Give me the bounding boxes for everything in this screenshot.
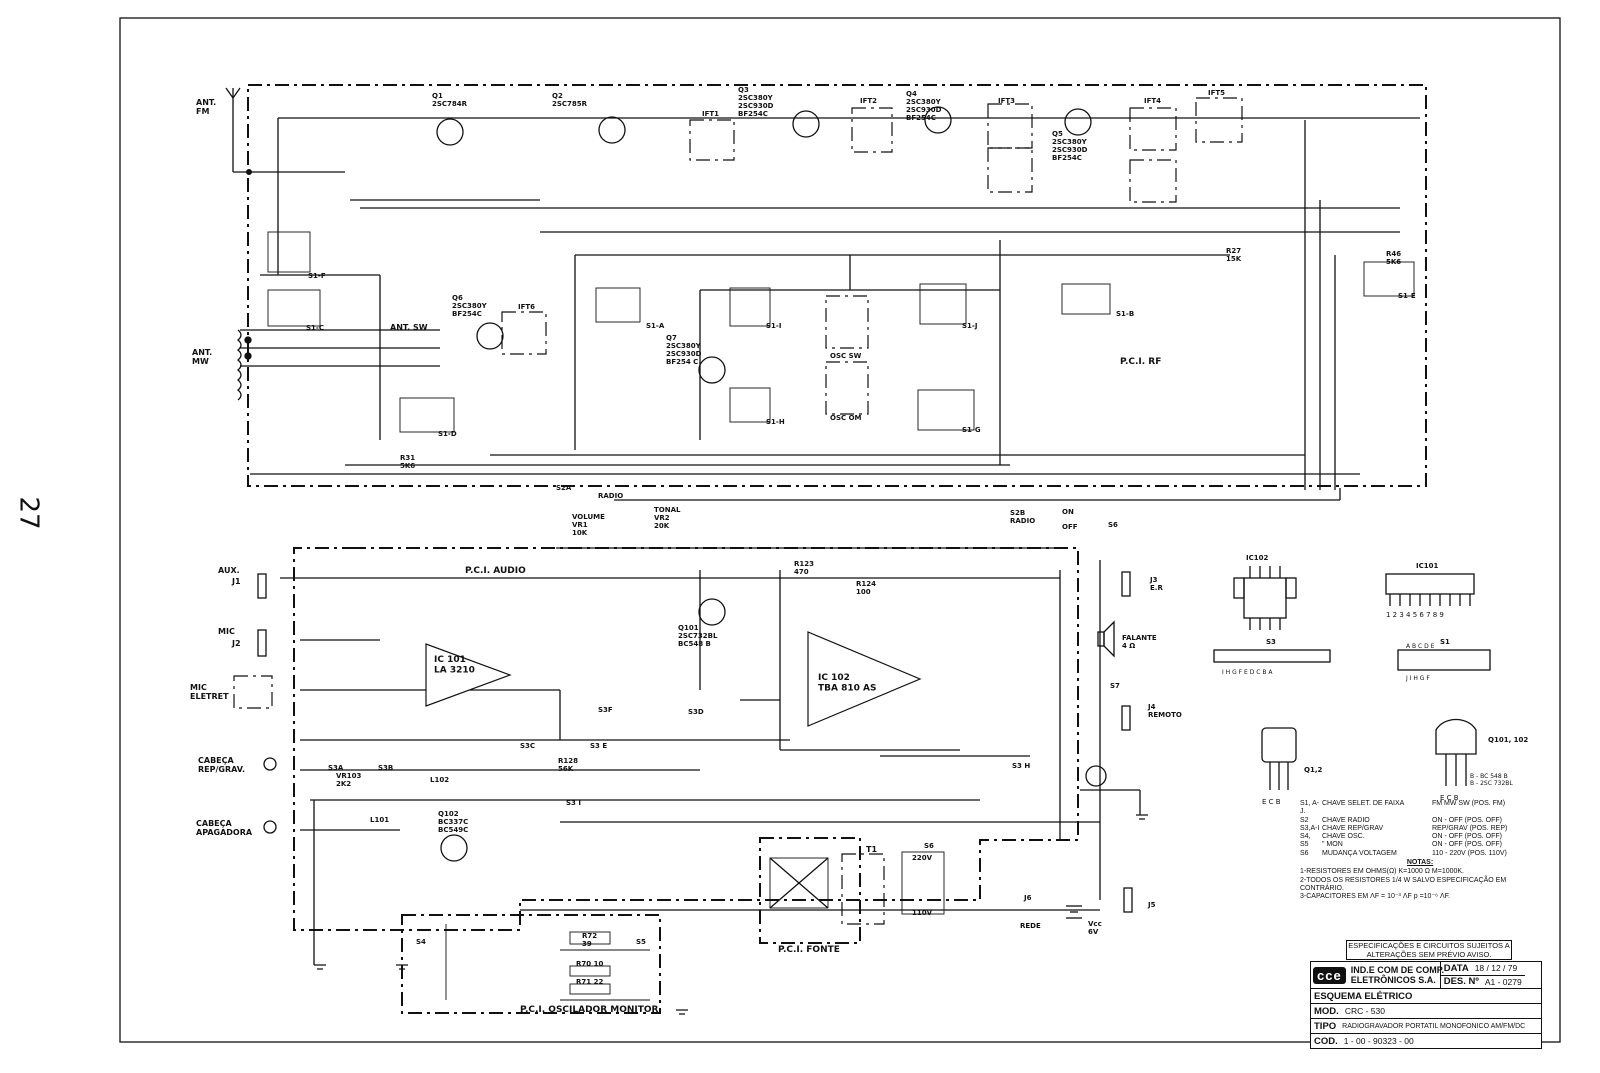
s4-label: S4 xyxy=(416,938,426,946)
ic101-label: IC 101 LA 3210 xyxy=(434,655,475,676)
cabeca-apag-label: CABEÇA APAGADORA xyxy=(196,819,253,838)
off-label: OFF xyxy=(1062,523,1078,531)
note-3: 3-CAPACITORES EM ΛF = 10⁻³ ΛF p =10⁻⁶ ΛF. xyxy=(1300,893,1451,901)
vcc-label: Vcc 6V xyxy=(1088,920,1102,937)
s1-pinout-title: S1 xyxy=(1440,638,1450,646)
q6-label: Q6 2SC380Y BF254C xyxy=(452,294,487,319)
switch-note-row xyxy=(1300,841,1540,849)
osc-monitor-parts xyxy=(446,924,650,1000)
s1g-label: S1-G xyxy=(962,426,981,434)
s1a-label: S1-A xyxy=(646,322,665,330)
pci-rf-label: P.C.I. RF xyxy=(1120,357,1162,367)
s3c-label: S3C xyxy=(520,742,536,750)
switch-note-cell: ON - OFF (POS. OFF) xyxy=(1432,833,1502,841)
pci-osc-label: P.C.I. OSCILADOR MONITOR xyxy=(520,1005,659,1015)
ift5-label: IFT5 xyxy=(1208,89,1226,97)
osc-sw-label: OSC SW xyxy=(830,352,862,360)
s1-pin-top: A B C D E xyxy=(1406,643,1435,650)
q7-label: Q7 2SC380Y 2SC930D BF254 C xyxy=(666,334,702,367)
r27-label: R27 15K xyxy=(1226,247,1242,264)
switch-note-row xyxy=(1300,800,1540,817)
notes-heading: NOTAS: xyxy=(1406,859,1434,867)
s3f-label: S3F xyxy=(598,706,613,714)
r71-label: R71 22 xyxy=(576,978,604,986)
vr103-label: VR103 2K2 xyxy=(336,772,362,789)
cabeca-rep-label: CABEÇA REP/GRAV. xyxy=(198,756,245,775)
s3b-label: S3B xyxy=(378,764,394,772)
q101-note: B - BC 548 B B - 2SC 732BL xyxy=(1470,773,1513,787)
rf-wiring xyxy=(240,118,1420,490)
j4-label: J4 REMOTO xyxy=(1148,703,1182,720)
s3-pin-letters: I H G F E D C B A xyxy=(1222,669,1273,676)
note-1: 1-RESISTORES EM OHMS(Ω) K=1000 Ω M=1000K. xyxy=(1300,868,1465,876)
radio-label: RADIO xyxy=(598,492,624,500)
osc-om-label: OSC OM xyxy=(830,414,862,422)
q101-pins: E C B xyxy=(1440,794,1459,802)
switch-note-cell: S5 xyxy=(1300,841,1309,849)
s5-label: S5 xyxy=(636,938,646,946)
switch-note-cell: FM MW SW (POS. FM) xyxy=(1432,800,1506,807)
q1-label: Q1 2SC784R xyxy=(432,92,468,109)
des-value: A1 - 0279 xyxy=(1484,976,1522,987)
title-block xyxy=(1310,961,1542,1049)
s6-label: S6 xyxy=(924,842,934,850)
s3a-label: S3A xyxy=(328,764,344,772)
l102-label: L102 xyxy=(430,776,450,784)
switch-note-row xyxy=(1300,833,1540,841)
motor-symbol xyxy=(1086,766,1106,786)
q102-label: Q102 BC337C BC549C xyxy=(438,810,469,835)
switch-note-cell: ON - OFF (POS. OFF) xyxy=(1432,816,1502,824)
switch-note-cell: MUDANÇA VOLTAGEM xyxy=(1322,849,1397,857)
q12-pins: E C B xyxy=(1262,798,1281,806)
s3h-label: S3 H xyxy=(1012,762,1031,770)
pci-audio-boundary xyxy=(294,548,1078,930)
page-number: 27 xyxy=(13,496,44,530)
note-2: 2-TODOS OS RESISTORES 1/4 W SALVO ESPECIFICAÇÃO EM CONTRÁRIO. xyxy=(1300,876,1507,892)
s1j-label: S1-J xyxy=(962,322,978,330)
s1b-label: S1-B xyxy=(1116,310,1135,318)
s1-pin-bottom: J I H G F xyxy=(1406,675,1430,682)
switch-note-cell: CHAVE REP/GRAV xyxy=(1322,824,1384,832)
rf-transistors xyxy=(437,107,1091,861)
mod-label: MOD. xyxy=(1314,1005,1339,1017)
v220-label: 220V xyxy=(912,854,933,862)
data-value: 18 / 12 / 79 xyxy=(1474,963,1518,974)
s6-top-label: S6 xyxy=(1108,521,1118,529)
switch-note-row xyxy=(1300,817,1540,825)
ic101-pinout xyxy=(1386,574,1474,606)
mic-label: MIC xyxy=(218,627,235,636)
notice-box: ESPECIFICAÇÕES E CIRCUITOS SUJEITOS A ALTERAÇÕES SEM PRÉVIO AVISO. xyxy=(1346,940,1512,960)
ant-sw-label: ANT. SW xyxy=(390,323,428,332)
tipo-value: RADIOGRAVADOR PORTATIL MONOFONICO AM/FM/DC xyxy=(1342,1022,1526,1030)
tipo-label: TIPO xyxy=(1314,1020,1337,1032)
r70-label: R70 10 xyxy=(576,960,604,968)
r128-label: R128 56K xyxy=(558,757,579,774)
s3d-label: S3D xyxy=(688,708,704,716)
company-logo: cce xyxy=(1313,967,1346,984)
cod-label: COD. xyxy=(1314,1035,1338,1047)
q12-package xyxy=(1262,728,1296,790)
j6-label: J6 xyxy=(1024,894,1032,902)
r46-label: R46 5K6 xyxy=(1386,250,1402,267)
q5-label: Q5 2SC380Y 2SC930D BF254C xyxy=(1052,130,1088,163)
battery-symbol xyxy=(1066,906,1082,918)
r72-label: R72 39 xyxy=(582,932,598,949)
q101-label: Q101 2SC732BL BC548 B xyxy=(678,624,718,649)
mic-eletret-label: MIC ELETRET xyxy=(190,683,229,702)
s3e-label: S3 E xyxy=(590,742,608,750)
switch-note-cell: S3,A-I xyxy=(1300,824,1320,832)
s1h-label: S1-H xyxy=(766,418,785,426)
switch-note-cell: ON - OFF (POS. OFF) xyxy=(1432,841,1502,849)
ic102-pinout-title: IC102 xyxy=(1246,554,1269,562)
switch-note-cell: 110 - 220V (POS. 110V) xyxy=(1432,849,1507,857)
s1f-label: S1-F xyxy=(308,272,326,280)
q2-label: Q2 2SC785R xyxy=(552,92,588,109)
ift6-label: IFT6 xyxy=(518,303,536,311)
switch-note-cell: CHAVE RADIO xyxy=(1322,816,1370,824)
switch-note-row xyxy=(1300,850,1540,858)
s7-label: S7 xyxy=(1110,682,1120,690)
ift4-label: IFT4 xyxy=(1144,97,1162,105)
r123-label: R123 470 xyxy=(794,560,815,577)
r31-label: R31 5K6 xyxy=(400,454,416,471)
s1e-label: S1-E xyxy=(1398,292,1416,300)
des-label: DES. Nº xyxy=(1443,976,1479,988)
ift1-label: IFT1 xyxy=(702,110,720,118)
audio-jacks xyxy=(234,572,1132,912)
j1-label: J1 xyxy=(232,577,241,586)
esquema-title: ESQUEMA ELÉTRICO xyxy=(1314,990,1413,1002)
ift3-label: IFT3 xyxy=(998,97,1016,105)
l101-label: L101 xyxy=(370,816,390,824)
ic101-pin-numbers: 1 2 3 4 5 6 7 8 9 xyxy=(1386,611,1444,619)
rede-label: REDE xyxy=(1020,922,1041,930)
switch-note-cell: CHAVE SELET. DE FAIXA xyxy=(1322,800,1405,807)
j5-label: J5 xyxy=(1148,901,1156,909)
switch-note-cell: REP/GRAV (POS. REP) xyxy=(1432,824,1508,832)
on-label: ON xyxy=(1062,508,1074,516)
aux-label: AUX. xyxy=(218,566,240,575)
v110-label: 110V xyxy=(912,909,933,917)
ift2-label: IFT2 xyxy=(860,97,878,105)
tonal-label: TONAL VR2 20K xyxy=(654,506,681,531)
ic101-pinout-title: IC101 xyxy=(1416,562,1439,570)
ant-mw-coil xyxy=(238,330,251,400)
switch-groups xyxy=(268,232,1414,432)
s3-pinout xyxy=(1214,650,1330,662)
ant-fm-label: ANT. FM xyxy=(196,98,217,117)
switch-note-cell: S2 xyxy=(1300,816,1309,824)
q101-title: Q101, 102 xyxy=(1488,736,1529,744)
switch-note-cell: " MON xyxy=(1322,841,1343,849)
pci-audio-label: P.C.I. AUDIO xyxy=(465,566,526,576)
q4-label: Q4 2SC380Y 2SC930D BF254C xyxy=(906,90,942,123)
j3-label: J3 E.R xyxy=(1150,576,1163,593)
t1-label: T1 xyxy=(866,845,878,854)
ant-mw-label: ANT. MW xyxy=(192,348,213,367)
switch-note-cell: S4, xyxy=(1300,833,1311,841)
s1i-label: S1-I xyxy=(766,322,782,330)
ant-fm-symbol xyxy=(226,88,345,175)
cod-value: 1 - 00 - 90323 - 00 xyxy=(1343,1036,1414,1046)
data-label: DATA xyxy=(1443,962,1469,974)
mod-value: CRC - 530 xyxy=(1344,1006,1385,1016)
switch-note-row xyxy=(1300,825,1540,833)
falante-label: FALANTE 4 Ω xyxy=(1122,634,1157,651)
volume-label: VOLUME VR1 10K xyxy=(572,513,605,538)
s2b-label: S2B RADIO xyxy=(1010,509,1036,526)
company-name: IND.E COM DE COMP. ELETRÔNICOS S.A. xyxy=(1350,965,1445,985)
pci-rf-boundary xyxy=(248,85,1426,486)
switch-note-cell: S1, A-J. xyxy=(1300,800,1320,816)
s1c-label: S1-C xyxy=(306,324,324,332)
pci-osc-boundary xyxy=(402,915,660,1013)
pci-fonte-label: P.C.I. FONTE xyxy=(778,945,840,955)
ic102-pinout xyxy=(1234,566,1296,630)
q3-label: Q3 2SC380Y 2SC930D BF254C xyxy=(738,86,774,119)
s1-pinout xyxy=(1398,650,1490,670)
s2a-label: S2A xyxy=(556,484,572,492)
s1d-label: S1-D xyxy=(438,430,457,438)
s3-pinout-title: S3 xyxy=(1266,638,1276,646)
switch-note-cell: S6 xyxy=(1300,849,1309,857)
j2-label: J2 xyxy=(232,639,241,648)
s3i-label: S3 I xyxy=(566,799,581,807)
switch-notes xyxy=(1300,800,1540,902)
q12-title: Q1,2 xyxy=(1304,766,1323,774)
switch-note-cell: CHAVE OSC. xyxy=(1322,833,1365,841)
ic102-label: IC 102 TBA 810 AS xyxy=(818,673,877,694)
r124-label: R124 100 xyxy=(856,580,877,597)
